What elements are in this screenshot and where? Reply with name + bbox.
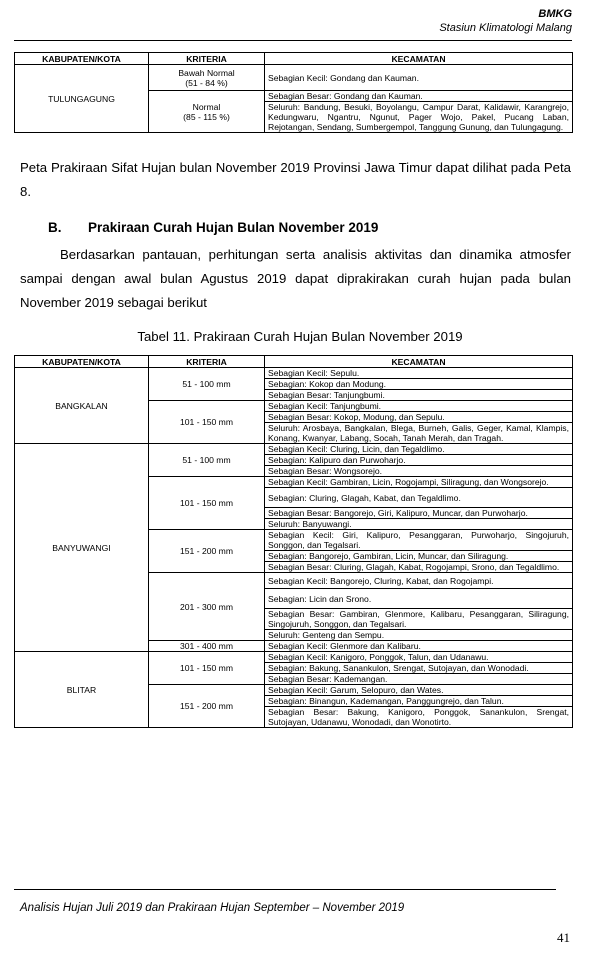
kecamatan-cell: Sebagian: Licin dan Srono. [265, 589, 573, 609]
kabupaten-cell: BLITAR [15, 652, 149, 728]
kriteria-range: (85 - 115 %) [183, 111, 230, 122]
kriteria-cell: 201 - 300 mm [149, 573, 265, 641]
kecamatan-cell: Sebagian Kecil: Kanigoro, Ponggok, Talun, dan Udanawu. [265, 652, 573, 663]
kecamatan-cell: Seluruh: Arosbaya, Bangkalan, Blega, Burneh, Galis, Geger, Kamal, Klampis, Konang, Kwanyar, Labang, Socah, Tanah Merah, dan Tragah. [265, 423, 573, 444]
column-header-kecamatan: KECAMATAN [265, 356, 573, 368]
kecamatan-cell: Sebagian Kecil: Bangorejo, Cluring, Kabat, dan Rogojampi. [265, 573, 573, 589]
table-header-row [15, 356, 573, 368]
kecamatan-cell: Sebagian: Kalipuro dan Purwoharjo. [265, 455, 573, 466]
kabupaten-cell: BANGKALAN [15, 368, 149, 444]
kriteria-label: Normal [192, 101, 221, 112]
sifat-hujan-table [14, 52, 573, 133]
kecamatan-cell: Sebagian Kecil: Garum, Selopuro, dan Wates. [265, 685, 573, 696]
kecamatan-cell: Sebagian Besar: Kademangan. [265, 674, 573, 685]
paragraph-intro: Berdasarkan pantauan, perhitungan serta analisis aktivitas dan dinamika atmosfer sampai dengan awal bulan Agustus 2019 dapat diprakirakan curah hujan pada bulan November 2019 sebagai berikut [20, 247, 571, 310]
column-header-kriteria: KRITERIA [149, 356, 265, 368]
kecamatan-cell: Seluruh: Genteng dan Sempu. [265, 630, 573, 641]
kecamatan-cell: Sebagian Besar: Gondang dan Kauman. [265, 91, 573, 102]
section-heading [48, 220, 378, 235]
kriteria-cell: 151 - 200 mm [149, 685, 265, 728]
kecamatan-cell: Sebagian Besar: Gambiran, Glenmore, Kalibaru, Pesanggaran, Siliragung, Singojuruh, Songgon, dan Tegalsari. [265, 609, 573, 630]
kriteria-cell: 101 - 150 mm [149, 401, 265, 444]
kecamatan-cell: Sebagian Besar: Tanjungbumi. [265, 390, 573, 401]
header-org: BMKG [538, 8, 572, 20]
column-header-kecamatan: KECAMATAN [265, 53, 573, 65]
kriteria-cell: 101 - 150 mm [149, 477, 265, 530]
kriteria-cell: 51 - 100 mm [149, 444, 265, 477]
kriteria-range: (51 - 84 %) [185, 77, 228, 88]
header-station: Stasiun Klimatologi Malang [439, 22, 572, 34]
kecamatan-cell: Seluruh: Bandung, Besuki, Boyolangu, Campur Darat, Kalidawir, Karangrejo, Kedungwaru, Ngantru, Ngunut, Pager Wojo, Pakel, Pucang Laban, Rejotangan, Sendang, Sumbergempol, Tanggung Gunung, dan Tulungagung. [265, 102, 573, 133]
kecamatan-cell: Sebagian Kecil: Gambiran, Licin, Rogojampi, Siliragung, dan Wongsorejo. [265, 477, 573, 488]
page-number: 41 [557, 930, 570, 945]
kecamatan-cell: Sebagian Besar: Wongsorejo. [265, 466, 573, 477]
kecamatan-cell: Sebagian Kecil: Tanjungbumi. [265, 401, 573, 412]
kecamatan-cell: Sebagian Besar: Kokop, Modung, dan Sepulu. [265, 412, 573, 423]
kriteria-cell: 151 - 200 mm [149, 530, 265, 573]
kecamatan-cell: Sebagian Kecil: Giri, Kalipuro, Pesanggaran, Purwoharjo, Singojuruh, Songgon, dan Tegalsari. [265, 530, 573, 551]
kecamatan-cell: Sebagian: Bakung, Sanankulon, Srengat, Sutojayan, dan Wonodadi. [265, 663, 573, 674]
header-rule [14, 40, 572, 41]
kabupaten-cell: BANYUWANGI [15, 444, 149, 652]
kabupaten-cell: TULUNGAGUNG [15, 65, 149, 133]
kecamatan-cell: Sebagian Kecil: Glenmore dan Kalibaru. [265, 641, 573, 652]
kecamatan-cell: Seluruh: Banyuwangi. [265, 519, 573, 530]
kecamatan-cell: Sebagian Kecil: Sepulu. [265, 368, 573, 379]
kecamatan-cell: Sebagian: Bangorejo, Gambiran, Licin, Muncar, dan Siliragung. [265, 551, 573, 562]
kriteria-cell [149, 91, 265, 133]
kecamatan-cell: Sebagian: Kokop dan Modung. [265, 379, 573, 390]
table-row [15, 444, 573, 455]
kriteria-cell [149, 65, 265, 91]
table-caption: Tabel 11. Prakiraan Curah Hujan Bulan November 2019 [137, 329, 463, 344]
kecamatan-cell: Sebagian Besar: Cluring, Glagah, Kabat, Rogojampi, Srono, dan Tegaldlimo. [265, 562, 573, 573]
curah-hujan-table [14, 355, 573, 728]
section-letter: B. [48, 220, 62, 235]
table-header-row [15, 53, 573, 65]
column-header-kriteria: KRITERIA [149, 53, 265, 65]
column-header-kabupaten: KABUPATEN/KOTA [15, 53, 149, 65]
kriteria-label: Bawah Normal [178, 67, 235, 78]
kecamatan-cell: Sebagian Kecil: Gondang dan Kauman. [265, 65, 573, 91]
kriteria-cell: 51 - 100 mm [149, 368, 265, 401]
section-title: Prakiraan Curah Hujan Bulan November 2019 [88, 220, 379, 235]
column-header-kabupaten: KABUPATEN/KOTA [15, 356, 149, 368]
table-row [15, 368, 573, 379]
kriteria-cell: 101 - 150 mm [149, 652, 265, 685]
kecamatan-cell: Sebagian: Cluring, Glagah, Kabat, dan Tegaldlimo. [265, 488, 573, 508]
paragraph-peta-reference: Peta Prakiraan Sifat Hujan bulan November 2019 Provinsi Jawa Timur dapat dilihat pada Peta 8. [20, 160, 571, 199]
kriteria-cell: 301 - 400 mm [149, 641, 265, 652]
kecamatan-cell: Sebagian Besar: Bakung, Kanigoro, Ponggok, Sanankulon, Srengat, Sutojayan, Udanawu, Wonodadi, dan Wonotirto. [265, 707, 573, 728]
table-row [15, 652, 573, 663]
kecamatan-cell: Sebagian: Binangun, Kademangan, Panggungrejo, dan Talun. [265, 696, 573, 707]
footer-rule [14, 889, 556, 890]
kecamatan-cell: Sebagian Besar: Bangorejo, Giri, Kalipuro, Muncar, dan Purwoharjo. [265, 508, 573, 519]
kecamatan-cell: Sebagian Kecil: Cluring, Licin, dan Tegaldlimo. [265, 444, 573, 455]
table-row [15, 65, 573, 91]
footer-text: Analisis Hujan Juli 2019 dan Prakiraan Hujan September – November 2019 [20, 902, 405, 914]
